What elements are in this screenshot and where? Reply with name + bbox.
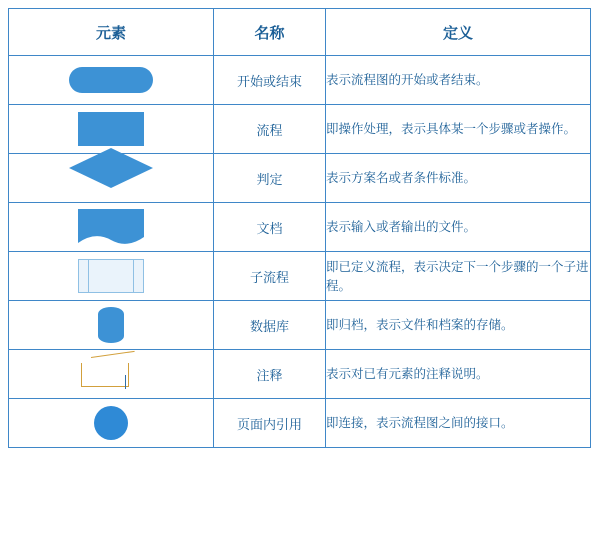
- symbol-definition: 表示对已有元素的注释说明。: [326, 350, 591, 399]
- symbol-definition: 表示方案名或者条件标准。: [326, 154, 591, 203]
- table-row: [9, 350, 591, 399]
- symbol-definition: 即连接，表示流程图之间的接口。: [326, 399, 591, 448]
- symbol-definition: 即归档，表示文件和档案的存储。: [326, 301, 591, 350]
- symbol-cell: [9, 203, 214, 252]
- document-icon: [9, 203, 213, 251]
- flowchart-symbol-table: [8, 8, 591, 448]
- symbol-cell: [9, 252, 214, 301]
- symbol-name: 页面内引用: [214, 399, 326, 448]
- table-header-row: [9, 9, 591, 56]
- symbol-name: 判定: [214, 154, 326, 203]
- column-header-element: 元素: [9, 9, 214, 56]
- annotation-icon: [9, 350, 213, 398]
- symbol-definition: 即操作处理，表示具体某一个步骤或者操作。: [326, 105, 591, 154]
- symbol-definition: 表示流程图的开始或者结束。: [326, 56, 591, 105]
- table-row: [9, 301, 591, 350]
- on-page-reference-icon: [9, 399, 213, 447]
- subprocess-icon: [9, 252, 213, 300]
- symbol-definition: 表示输入或者输出的文件。: [326, 203, 591, 252]
- symbol-cell: [9, 56, 214, 105]
- terminator-icon: [9, 56, 213, 104]
- table-row: [9, 252, 591, 301]
- table-body: [9, 56, 591, 448]
- table-row: [9, 154, 591, 203]
- table-header: [9, 9, 591, 56]
- column-header-name: 名称: [214, 9, 326, 56]
- table-row: [9, 105, 591, 154]
- symbol-cell: [9, 154, 214, 203]
- table-row: [9, 56, 591, 105]
- symbol-name: 注释: [214, 350, 326, 399]
- decision-icon: [9, 154, 213, 202]
- symbol-name: 流程: [214, 105, 326, 154]
- symbol-definition: 即已定义流程，表示决定下一个步骤的一个子进程。: [326, 252, 591, 301]
- symbol-cell: [9, 301, 214, 350]
- symbol-name: 数据库: [214, 301, 326, 350]
- symbol-name: 子流程: [214, 252, 326, 301]
- symbol-cell: [9, 105, 214, 154]
- database-icon: [9, 301, 213, 349]
- table-row: [9, 203, 591, 252]
- symbol-name: 开始或结束: [214, 56, 326, 105]
- symbol-cell: [9, 350, 214, 399]
- process-icon: [9, 105, 213, 153]
- table-row: [9, 399, 591, 448]
- symbol-name: 文档: [214, 203, 326, 252]
- column-header-definition: 定义: [326, 9, 591, 56]
- symbol-cell: [9, 399, 214, 448]
- flowchart-legend-sheet: [0, 8, 600, 538]
